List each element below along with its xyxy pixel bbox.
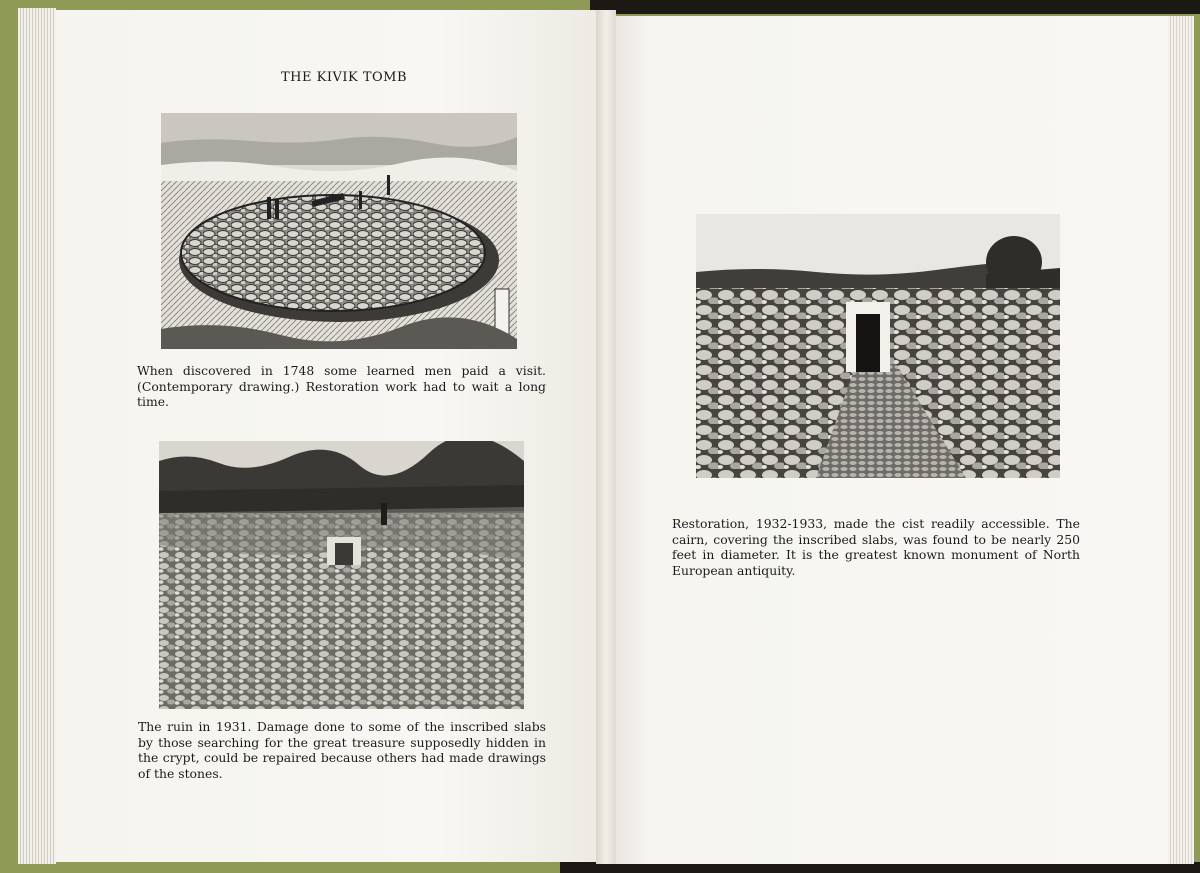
page-stack-right bbox=[1168, 16, 1194, 864]
page-stack-left bbox=[18, 8, 56, 864]
background-shadow bbox=[590, 0, 1200, 14]
figure-restored-passage bbox=[696, 214, 1060, 478]
caption-figure-2: The ruin in 1931. Damage done to some of the inscribed slabs by those searching for the great treasure supposedly hidden in the crypt, could be repaired because others had made drawings of the stones. bbox=[138, 719, 546, 781]
figure-ruin-1931 bbox=[159, 441, 524, 709]
caption-figure-1: When discovered in 1748 some learned men paid a visit. (Contemporary drawing.) Restoration work had to wait a long time. bbox=[137, 363, 546, 409]
book-gutter bbox=[596, 10, 616, 864]
figure-engraving-cairn bbox=[161, 113, 517, 349]
running-head: THE KIVIK TOMB bbox=[281, 70, 408, 85]
caption-figure-3: Restoration, 1932-1933, made the cist readily accessible. The cairn, covering the inscribed slabs, was found to be nearly 250 feet in diameter. It is the greatest known monument of North European antiquity. bbox=[672, 516, 1080, 578]
